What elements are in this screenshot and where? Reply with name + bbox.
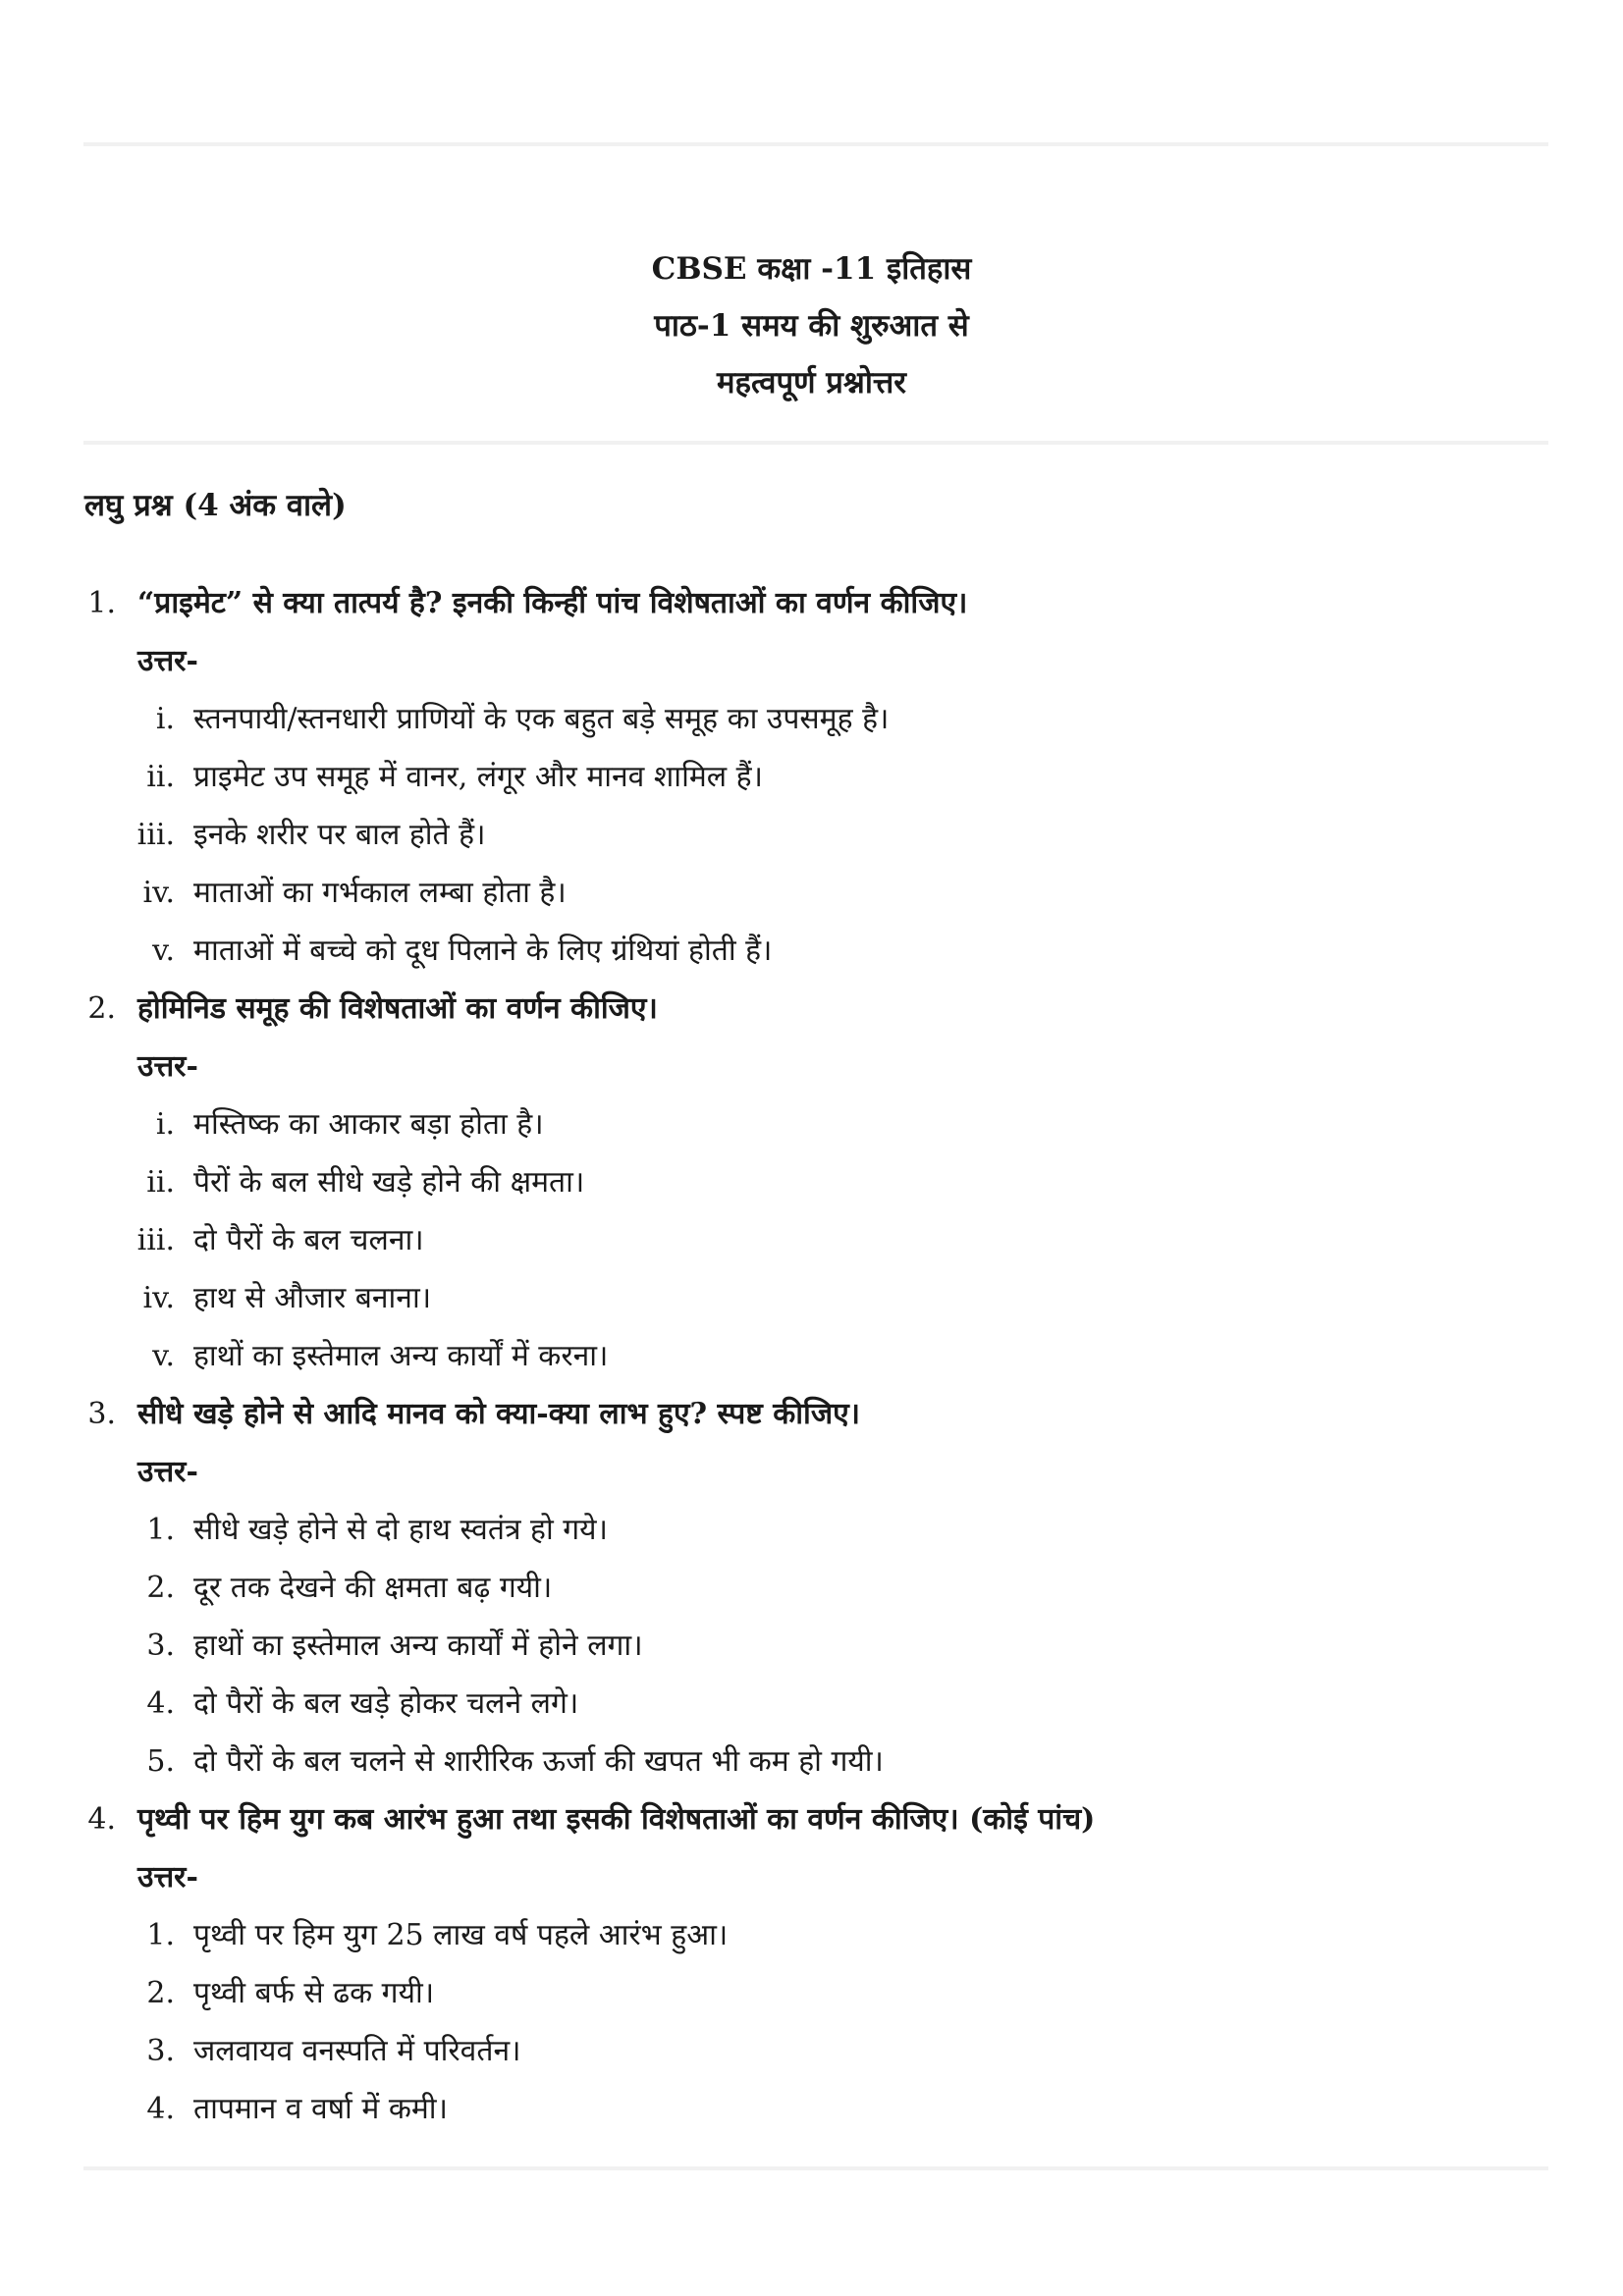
question-number: 3. [87, 1397, 116, 1431]
list-item-marker: 2. [146, 1976, 175, 2010]
list-item-text: दो पैरों के बल चलना। [193, 1223, 424, 1257]
list-item-marker: 4. [146, 2092, 175, 2126]
list-item [0, 1733, 1623, 1790]
list-item [0, 1559, 1623, 1617]
answer-label-row [0, 632, 1623, 690]
list-item [0, 748, 1623, 806]
answer-label-row [0, 1038, 1623, 1095]
question [0, 980, 1623, 1038]
list-item-marker: 5. [146, 1744, 175, 1779]
answer-label: उत्तर- [137, 1455, 198, 1489]
list-item [0, 1617, 1623, 1675]
list-item [0, 1906, 1623, 1964]
question-text: “प्राइमेट” से क्या तात्पर्य है? इनकी किन्हीं पांच विशेषताओं का वर्णन कीजिए। [137, 586, 968, 620]
list-item [0, 922, 1623, 980]
question-number: 1. [87, 586, 116, 620]
answer-label: उत्तर- [137, 1049, 198, 1084]
list-item-text: पैरों के बल सीधे खड़े होने की क्षमता। [193, 1165, 585, 1200]
document-header [0, 240, 1623, 411]
list-item-marker: 1. [146, 1918, 175, 1952]
bottom-divider [83, 2166, 1548, 2170]
list-item-text: सीधे खड़े होने से दो हाथ स्वतंत्र हो गये। [193, 1513, 608, 1547]
list-item [0, 1327, 1623, 1385]
list-item [0, 690, 1623, 748]
question-answer-list [0, 574, 1623, 2138]
list-item-text: इनके शरीर पर बाल होते हैं। [193, 818, 486, 852]
list-item-text: पृथ्वी पर हिम युग 25 लाख वर्ष पहले आरंभ हुआ। [193, 1918, 729, 1952]
list-item-marker: ii. [146, 760, 175, 794]
list-item [0, 1095, 1623, 1153]
list-item [0, 1269, 1623, 1327]
header-divider [83, 441, 1548, 445]
list-item [0, 806, 1623, 864]
answer-label-row [0, 1443, 1623, 1501]
list-item-text: हाथों का इस्तेमाल अन्य कार्यों में करना। [193, 1339, 609, 1373]
header-line-1: CBSE कक्षा -11 इतिहास [651, 251, 972, 287]
list-item-marker: 2. [146, 1571, 175, 1605]
list-item-text: माताओं में बच्चे को दूध पिलाने के लिए ग्रंथियां होती हैं। [193, 934, 773, 968]
list-item [0, 1211, 1623, 1269]
list-item-marker: iv. [142, 1281, 175, 1315]
header-line-2: पाठ-1 समय की शुरुआत से [654, 308, 969, 344]
section-title: लघु प्रश्न (4 अंक वाले) [84, 488, 347, 523]
list-item-text: हाथ से औजार बनाना। [193, 1281, 432, 1315]
list-item-marker: v. [152, 934, 175, 968]
question [0, 1790, 1623, 1848]
list-item-text: दो पैरों के बल चलने से शारीरिक ऊर्जा की खपत भी कम हो गयी। [193, 1744, 884, 1779]
list-item [0, 2022, 1623, 2080]
list-item-marker: 1. [146, 1513, 175, 1547]
question-number: 4. [87, 1802, 116, 1837]
list-item-marker: 4. [146, 1686, 175, 1721]
top-divider [83, 142, 1548, 146]
list-item-text: दो पैरों के बल खड़े होकर चलने लगे। [193, 1686, 579, 1721]
list-item [0, 1153, 1623, 1211]
list-item-marker: i. [155, 702, 175, 736]
question-text: होमिनिड समूह की विशेषताओं का वर्णन कीजिए। [137, 991, 658, 1026]
list-item-marker: ii. [146, 1165, 175, 1200]
list-item-text: मस्तिष्क का आकार बड़ा होता है। [193, 1107, 544, 1142]
list-item-marker: iii. [136, 818, 175, 852]
list-item-marker: 3. [146, 2034, 175, 2068]
list-item-text: हाथों का इस्तेमाल अन्य कार्यों में होने लगा। [193, 1629, 643, 1663]
answer-label: उत्तर- [137, 644, 198, 678]
question-number: 2. [87, 991, 116, 1026]
list-item [0, 1964, 1623, 2022]
question [0, 574, 1623, 632]
list-item-marker: iv. [142, 876, 175, 910]
list-item-text: स्तनपायी/स्तनधारी प्राणियों के एक बहुत बड़े समूह का उपसमूह है। [193, 702, 890, 736]
list-item [0, 1675, 1623, 1733]
list-item-text: पृथ्वी बर्फ से ढक गयी। [193, 1976, 435, 2010]
question [0, 1385, 1623, 1443]
list-item-text: प्राइमेट उप समूह में वानर, लंगूर और मानव शामिल हैं। [193, 760, 763, 794]
list-item [0, 864, 1623, 922]
list-item-text: तापमान व वर्षा में कमी। [193, 2092, 448, 2126]
list-item-text: माताओं का गर्भकाल लम्बा होता है। [193, 876, 567, 910]
list-item-marker: v. [152, 1339, 175, 1373]
list-item-marker: 3. [146, 1629, 175, 1663]
list-item-marker: i. [155, 1107, 175, 1142]
list-item-text: दूर तक देखने की क्षमता बढ़ गयी। [193, 1571, 553, 1605]
question-text: पृथ्वी पर हिम युग कब आरंभ हुआ तथा इसकी विशेषताओं का वर्णन कीजिए। (कोई पांच) [137, 1802, 1096, 1837]
header-line-3: महत्वपूर्ण प्रश्नोत्तर [717, 365, 906, 400]
answer-label-row [0, 1848, 1623, 1906]
answer-label: उत्तर- [137, 1860, 198, 1895]
list-item [0, 1501, 1623, 1559]
list-item-marker: iii. [136, 1223, 175, 1257]
list-item [0, 2080, 1623, 2138]
list-item-text: जलवायव वनस्पति में परिवर्तन। [193, 2034, 521, 2068]
question-text: सीधे खड़े होने से आदि मानव को क्या-क्या लाभ हुए? स्पष्ट कीजिए। [137, 1397, 861, 1431]
